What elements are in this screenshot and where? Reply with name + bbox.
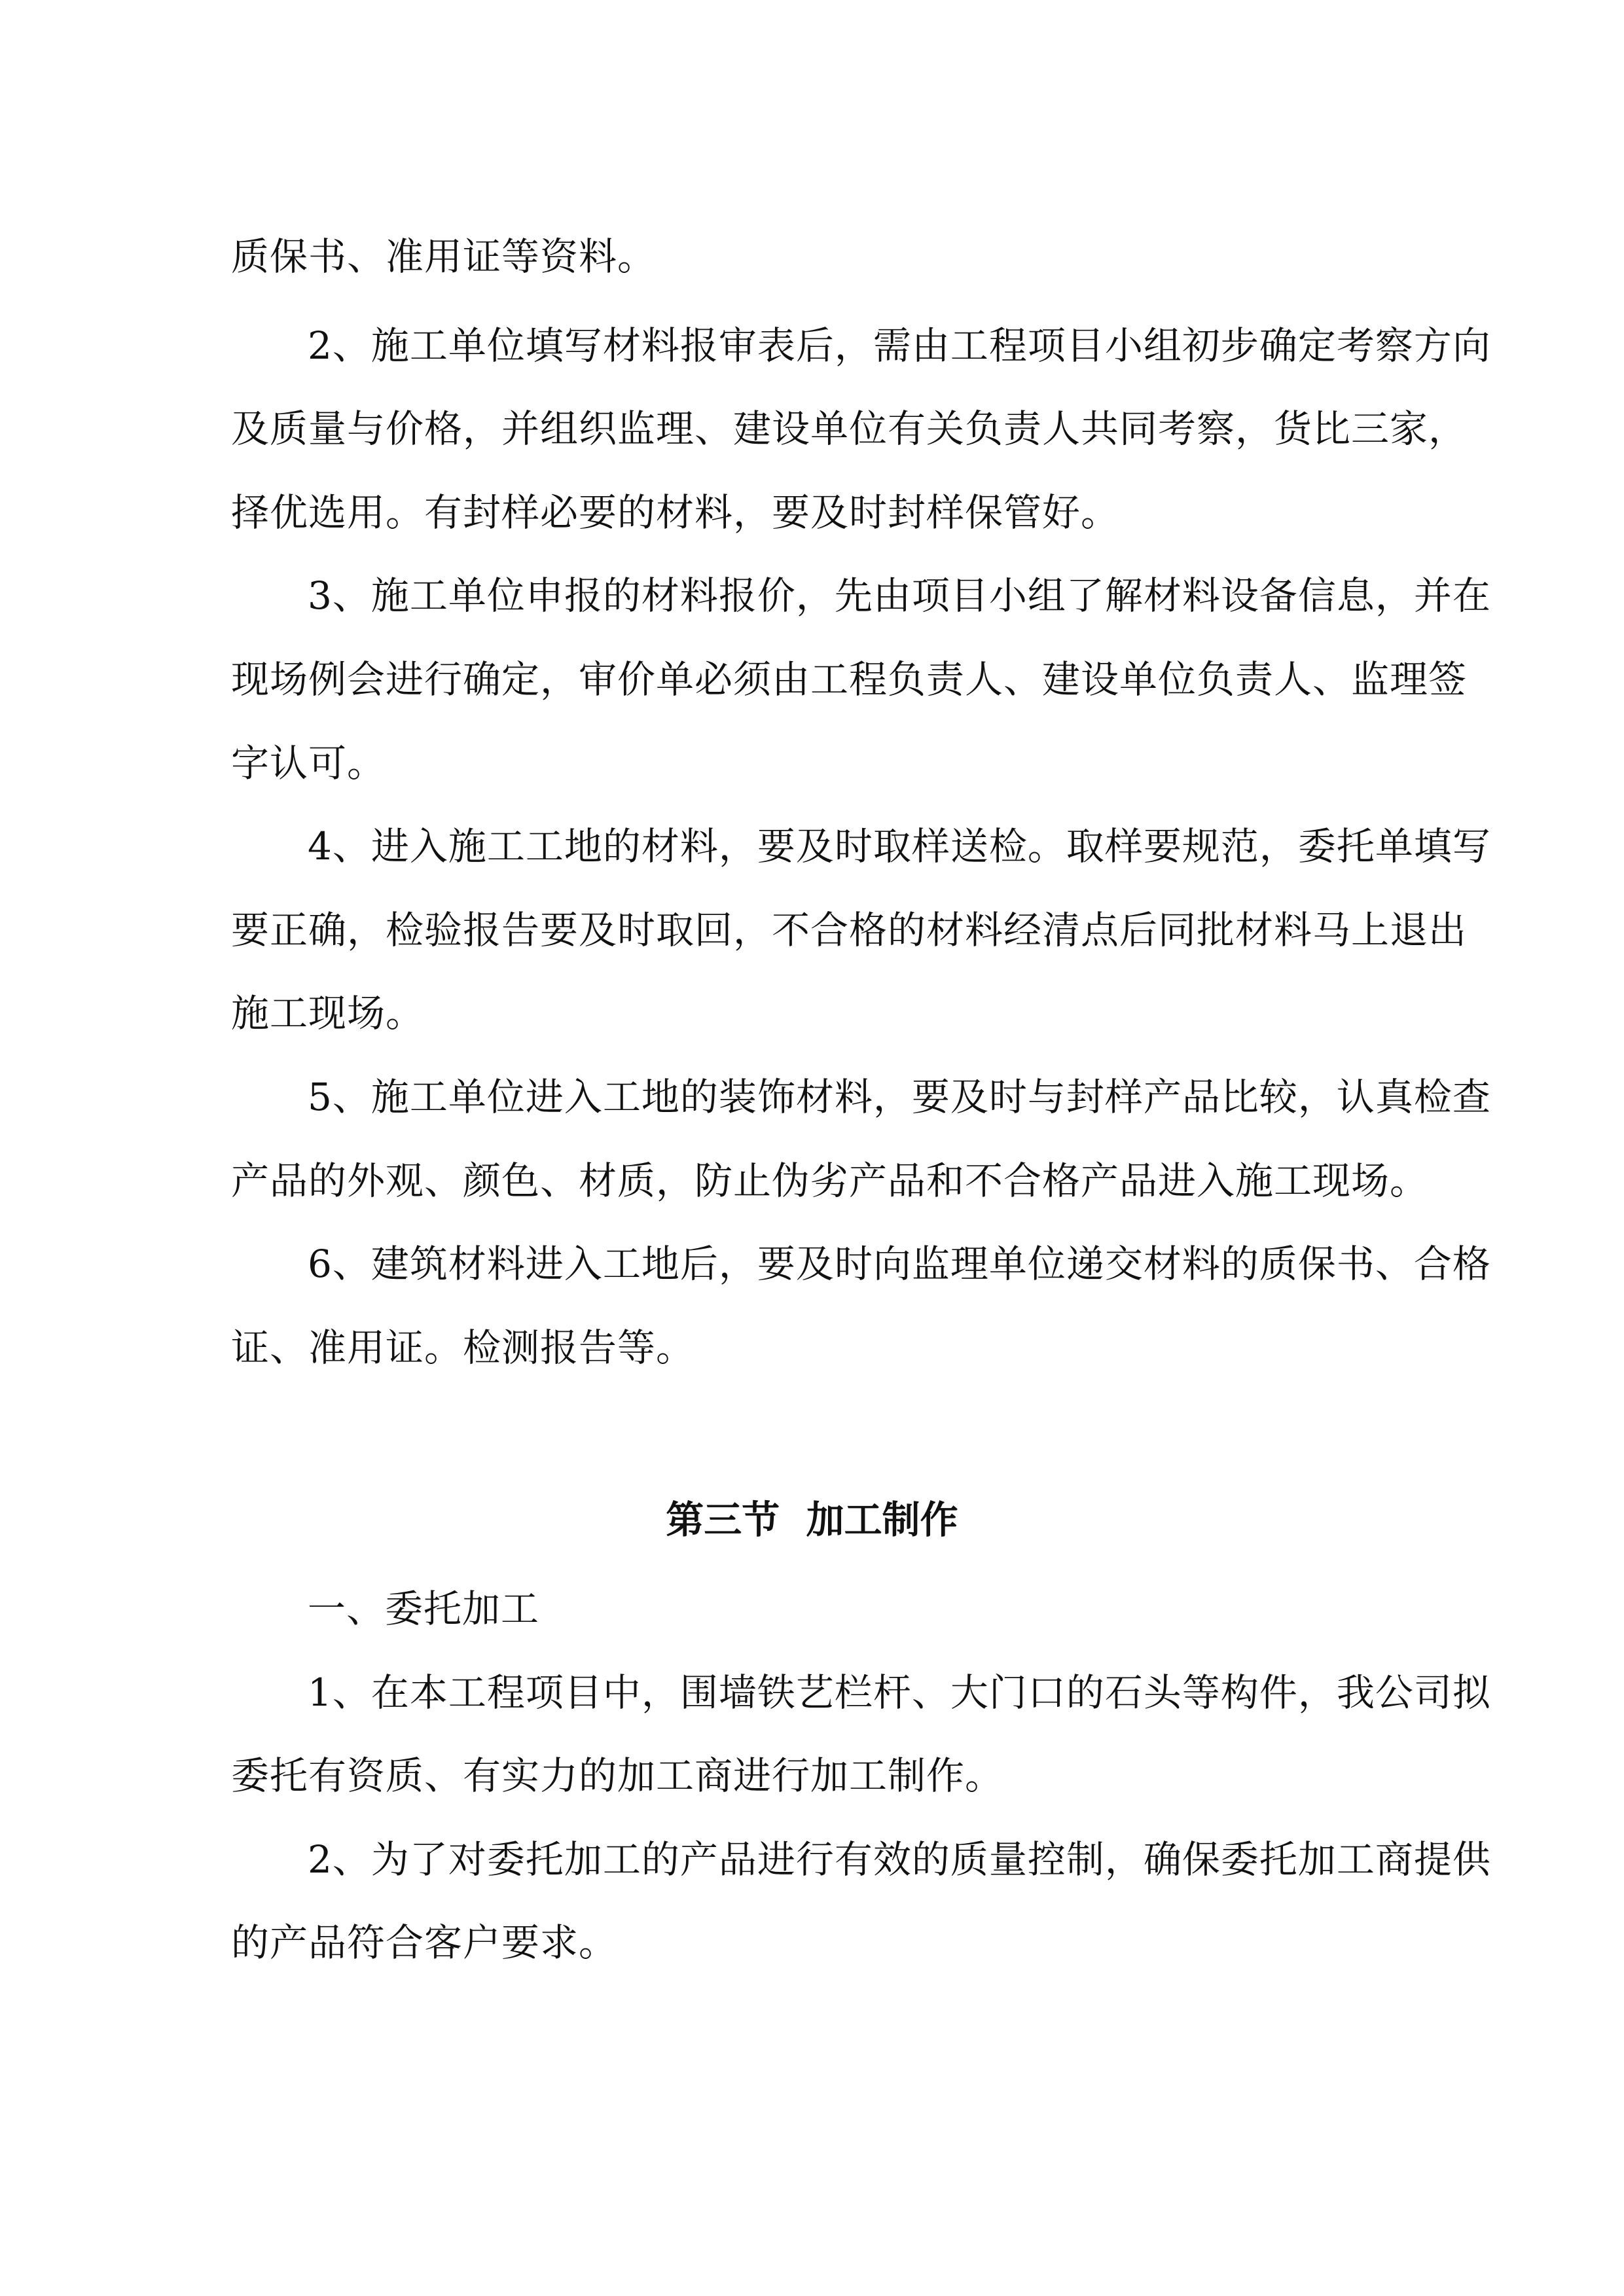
text-line: 2、施工单位填写材料报审表后，需由工程项目小组初步确定考察方向: [308, 323, 1491, 368]
text-line: 证、准用证。检测报告等。: [231, 1325, 695, 1370]
text-line: 施工现场。: [231, 991, 425, 1035]
text-line: 要正确，检验报告要及时取回，不合格的材料经清点后同批材料马上退出: [231, 908, 1468, 952]
text-line: 择优选用。有封样必要的材料，要及时封样保管好。: [231, 490, 1120, 535]
text-line: 的产品符合客户要求。: [231, 1920, 618, 1965]
text-line: 1、在本工程项目中，围墙铁艺栏杆、大门口的石头等构件，我公司拟: [308, 1670, 1491, 1715]
text-line: 2、为了对委托加工的产品进行有效的质量控制，确保委托加工商提供: [308, 1837, 1491, 1882]
text-line: 产品的外观、颜色、材质，防止伪劣产品和不合格产品进入施工现场。: [231, 1158, 1429, 1203]
text-line: 字认可。: [231, 741, 386, 785]
text-line: 质保书、准用证等资料。: [231, 234, 657, 279]
text-line: 6、建筑材料进入工地后，要及时向监理单位递交材料的质保书、合格: [308, 1242, 1491, 1286]
text-line: 现场例会进行确定，审价单必须由工程负责人、建设单位负责人、监理签: [231, 657, 1468, 702]
text-line: 5、施工单位进入工地的装饰材料，要及时与封样产品比较，认真检查: [308, 1075, 1491, 1119]
text-line: 4、进入施工工地的材料，要及时取样送检。取样要规范，委托单填写: [308, 824, 1491, 869]
text-line: 及质量与价格，并组织监理、建设单位有关负责人共同考察，货比三家，: [231, 406, 1468, 451]
subsection-title: 一、委托加工: [308, 1587, 540, 1631]
text-line: 委托有资质、有实力的加工商进行加工制作。: [231, 1753, 1004, 1798]
text-line: 3、施工单位申报的材料报价，先由项目小组了解材料设备信息，并在: [308, 573, 1491, 618]
section-heading: 第三节 加工制作: [666, 1498, 958, 1542]
